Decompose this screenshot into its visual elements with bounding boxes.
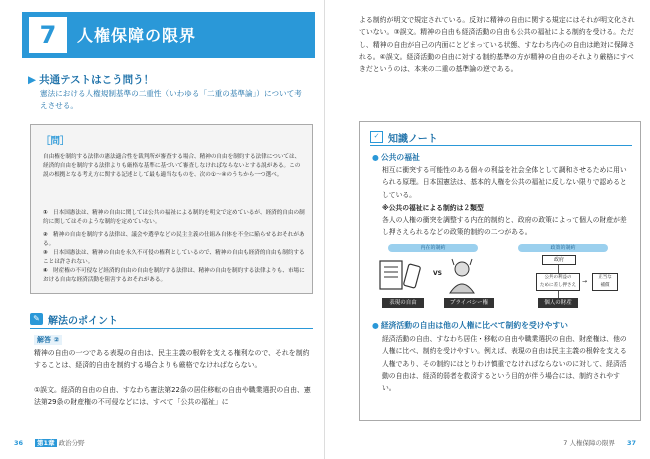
note-bold: ※公共の福祉による制約は２類型 (382, 204, 484, 212)
footer-right: 7 人権保障の限界 37 (563, 439, 636, 447)
label-privacy: プライバシー権 (444, 298, 494, 308)
answer-label: 解答 ② (34, 335, 62, 345)
label-expression: 表現の自由 (382, 298, 424, 308)
knowledge-note (359, 121, 641, 421)
explain-paragraph-1: 精神の自由の一つである表現の自由は、民主主義の根幹を支える権利なので、それを制約することは、経済的自由を制約する場合よりも厳格でなければならない。 (34, 349, 310, 370)
note-icon: ✓ (370, 131, 383, 143)
chapter-title: 人権保障の限界 (77, 26, 197, 45)
chapter-header (22, 12, 315, 58)
newspaper-phone-icon (378, 257, 488, 297)
arrow-icon: ▶ (28, 74, 37, 86)
box-public-interest: 公共の利益の ために差し押さえ (536, 273, 580, 291)
option-1: ① 日本国憲法は、精神の自由に関しては公共の福祉による制約を明文で定めているが、経済的自由の制約に関してはそのような制約を定めていない。 (43, 210, 305, 225)
note-subheading-2: ● 経済活動の自由は他の人権に比べて制約を受けやすい (372, 321, 568, 330)
right-page (325, 0, 650, 459)
tag-policy: 政策的制約 (518, 244, 608, 252)
arrow-right-icon: → (582, 278, 588, 285)
box-compensation: 正当な 補償 (592, 273, 618, 291)
label-property: 個人の財産 (538, 298, 578, 308)
box-government: 政府 (542, 255, 576, 265)
question-text: 自由権を制約する法律の憲法適合性を裁判所が審査する場合、精神の自由を制約する法律については、経済的自由を制約する法律よりも厳格な基準に基づいて審査しなければならないとする説がある。この説の根拠となる考え方に関する記述として最も適当なものを、次の①～④のうちから一つ選べ。 (43, 154, 301, 178)
pencil-icon: ✎ (30, 313, 43, 325)
note-paragraph-3: 経済活動の自由、すなわち居住・移転の自由や職業選択の自由、財産権は、他の人権に比べ、制約を受けやすい。例えば、表現の自由は民主主義の根幹を支える人権であり、その制約にはとりわけ慎重でなければならないのに対して、経済活動の自由は、経済的弱者を救済するという目的が伴う場合には、制約されやすい。 (382, 335, 627, 393)
explain-heading: ✎ 解法のポイント (30, 312, 313, 329)
option-3: ③ 日本国憲法は、精神の自由を永久不可侵の権利としているので、精神の自由も経済的自由も制約することは許されない。 (43, 250, 305, 265)
option-4: ④ 財産権の不可侵など経済的自由の自由を制約する法律は、精神の自由を制約する法律よりも、市場における自由な経済活動を阻害するおそれがある。 (43, 268, 305, 283)
tag-inherent: 内在的制約 (388, 244, 478, 252)
option-2: ② 精神の自由を制約する法律は、議会や選挙などの民主主義の仕組み自体を不全に陥らせるおそれがある。 (43, 232, 305, 247)
question-label: ［問］ (41, 136, 70, 147)
explain-paragraph-2: ①誤文。経済的自由の自由、すなわち憲法第22条の居住移転の自由や職業選択の自由、憲法第29条の財産権の不可侵などには、すべて「公共の福祉」に (34, 386, 311, 407)
note-heading: ✓ 知識ノート (370, 130, 632, 146)
test-heading: ▶ 共通テストはこう問う！ (28, 74, 155, 86)
question-box (30, 124, 313, 294)
footer-left: 36 第1章 政治分野 (14, 439, 85, 447)
note-paragraph-2: 各人の人権の衝突を調整する内在的制約と、政府の政策によって個人の財産が差し押さえられるなどの政策的制約の二つがある。 (382, 216, 627, 237)
chapter-number: 7 (29, 17, 67, 53)
vs-label: VS (433, 270, 442, 277)
continued-text: よる制約が明文で規定されている。反対に精神の自由に関する規定にはそれが明文化されていない。③誤文。精神の自由も経済活動の自由も公共の福祉による制約を受ける。ただし、精神の自由が自己の内面にとどまっている状態、すなわち内心の自由は絶対に保障される。④誤文。経済活動の自由に対する制約基準の方が精神の自由のそれより厳格にすべきだというのは、本来の二重の基準論の逆である。 (359, 16, 635, 74)
test-subtitle: 憲法における人権規制基準の二重性（いわゆる「二重の基準論」）について考えさせる。 (40, 89, 302, 110)
note-paragraph-1: 相互に衝突する可能性のある個々の利益を社会全体として調和させるために用いられる原理。日本国憲法は、基本的人権を公共の福祉に反しない限りで認めるとしている。 (382, 166, 627, 199)
note-subheading-1: ● 公共の福祉 (372, 153, 420, 162)
